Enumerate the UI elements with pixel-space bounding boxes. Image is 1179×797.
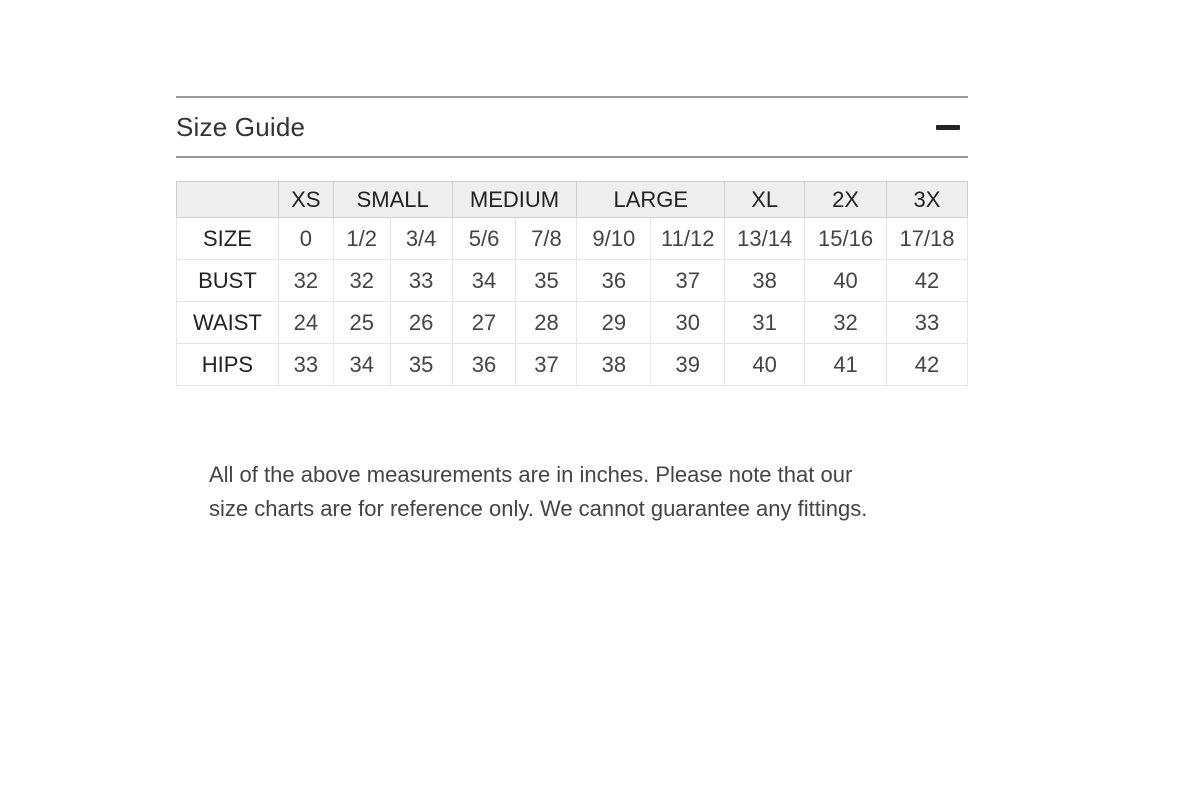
table-cell: 34 xyxy=(333,344,390,386)
table-cell: 40 xyxy=(725,344,805,386)
measurement-note-line-1: All of the above measurements are in inches. Please note that our xyxy=(209,462,853,487)
table-cell: 5/6 xyxy=(452,218,516,260)
table-cell: 17/18 xyxy=(887,218,968,260)
table-cell: 31 xyxy=(725,302,805,344)
table-row-bust xyxy=(177,260,968,302)
table-cell: 13/14 xyxy=(725,218,805,260)
table-cell: 32 xyxy=(333,260,390,302)
table-row-size xyxy=(177,218,968,260)
table-cell: 40 xyxy=(805,260,887,302)
table-cell: 37 xyxy=(516,344,577,386)
table-cell: 29 xyxy=(577,302,651,344)
table-cell: 34 xyxy=(452,260,516,302)
row-label-size: SIZE xyxy=(177,218,279,260)
table-cell: 35 xyxy=(390,344,452,386)
row-label-hips: HIPS xyxy=(177,344,279,386)
table-cell: 33 xyxy=(887,302,968,344)
table-cell: 42 xyxy=(887,260,968,302)
table-cell: 28 xyxy=(516,302,577,344)
size-guide-accordion xyxy=(176,96,968,158)
size-chart-table xyxy=(176,181,968,386)
measurement-note xyxy=(209,458,969,526)
table-cell: 35 xyxy=(516,260,577,302)
size-header-large: LARGE xyxy=(577,182,725,218)
row-label-bust: BUST xyxy=(177,260,279,302)
table-cell: 15/16 xyxy=(805,218,887,260)
table-cell: 26 xyxy=(390,302,452,344)
size-header-xl: XL xyxy=(725,182,805,218)
table-cell: 9/10 xyxy=(577,218,651,260)
size-header-row xyxy=(177,182,968,218)
table-cell: 41 xyxy=(805,344,887,386)
table-row-waist xyxy=(177,302,968,344)
size-guide-title: Size Guide xyxy=(176,111,306,142)
table-cell: 36 xyxy=(577,260,651,302)
table-cell: 32 xyxy=(278,260,333,302)
table-cell: 27 xyxy=(452,302,516,344)
table-cell: 38 xyxy=(577,344,651,386)
table-cell: 25 xyxy=(333,302,390,344)
table-cell: 33 xyxy=(390,260,452,302)
size-guide-accordion-header[interactable] xyxy=(176,96,968,158)
size-header-xs: XS xyxy=(278,182,333,218)
size-header-2x: 2X xyxy=(805,182,887,218)
table-cell: 1/2 xyxy=(333,218,390,260)
table-cell: 0 xyxy=(278,218,333,260)
table-cell: 33 xyxy=(278,344,333,386)
table-cell: 36 xyxy=(452,344,516,386)
table-cell: 39 xyxy=(651,344,725,386)
measurement-note-line-2: size charts are for reference only. We cannot guarantee any fittings. xyxy=(209,496,868,521)
table-cell: 38 xyxy=(725,260,805,302)
size-header-medium: MEDIUM xyxy=(452,182,577,218)
size-header-3x: 3X xyxy=(887,182,968,218)
size-header-small: SMALL xyxy=(333,182,452,218)
table-cell: 11/12 xyxy=(651,218,725,260)
table-row-hips xyxy=(177,344,968,386)
row-label-waist: WAIST xyxy=(177,302,279,344)
table-cell: 37 xyxy=(651,260,725,302)
table-cell: 7/8 xyxy=(516,218,577,260)
table-cell: 42 xyxy=(887,344,968,386)
table-cell: 24 xyxy=(278,302,333,344)
header-corner-cell xyxy=(177,182,279,218)
table-cell: 30 xyxy=(651,302,725,344)
table-cell: 32 xyxy=(805,302,887,344)
minus-icon[interactable] xyxy=(936,124,960,130)
table-cell: 3/4 xyxy=(390,218,452,260)
